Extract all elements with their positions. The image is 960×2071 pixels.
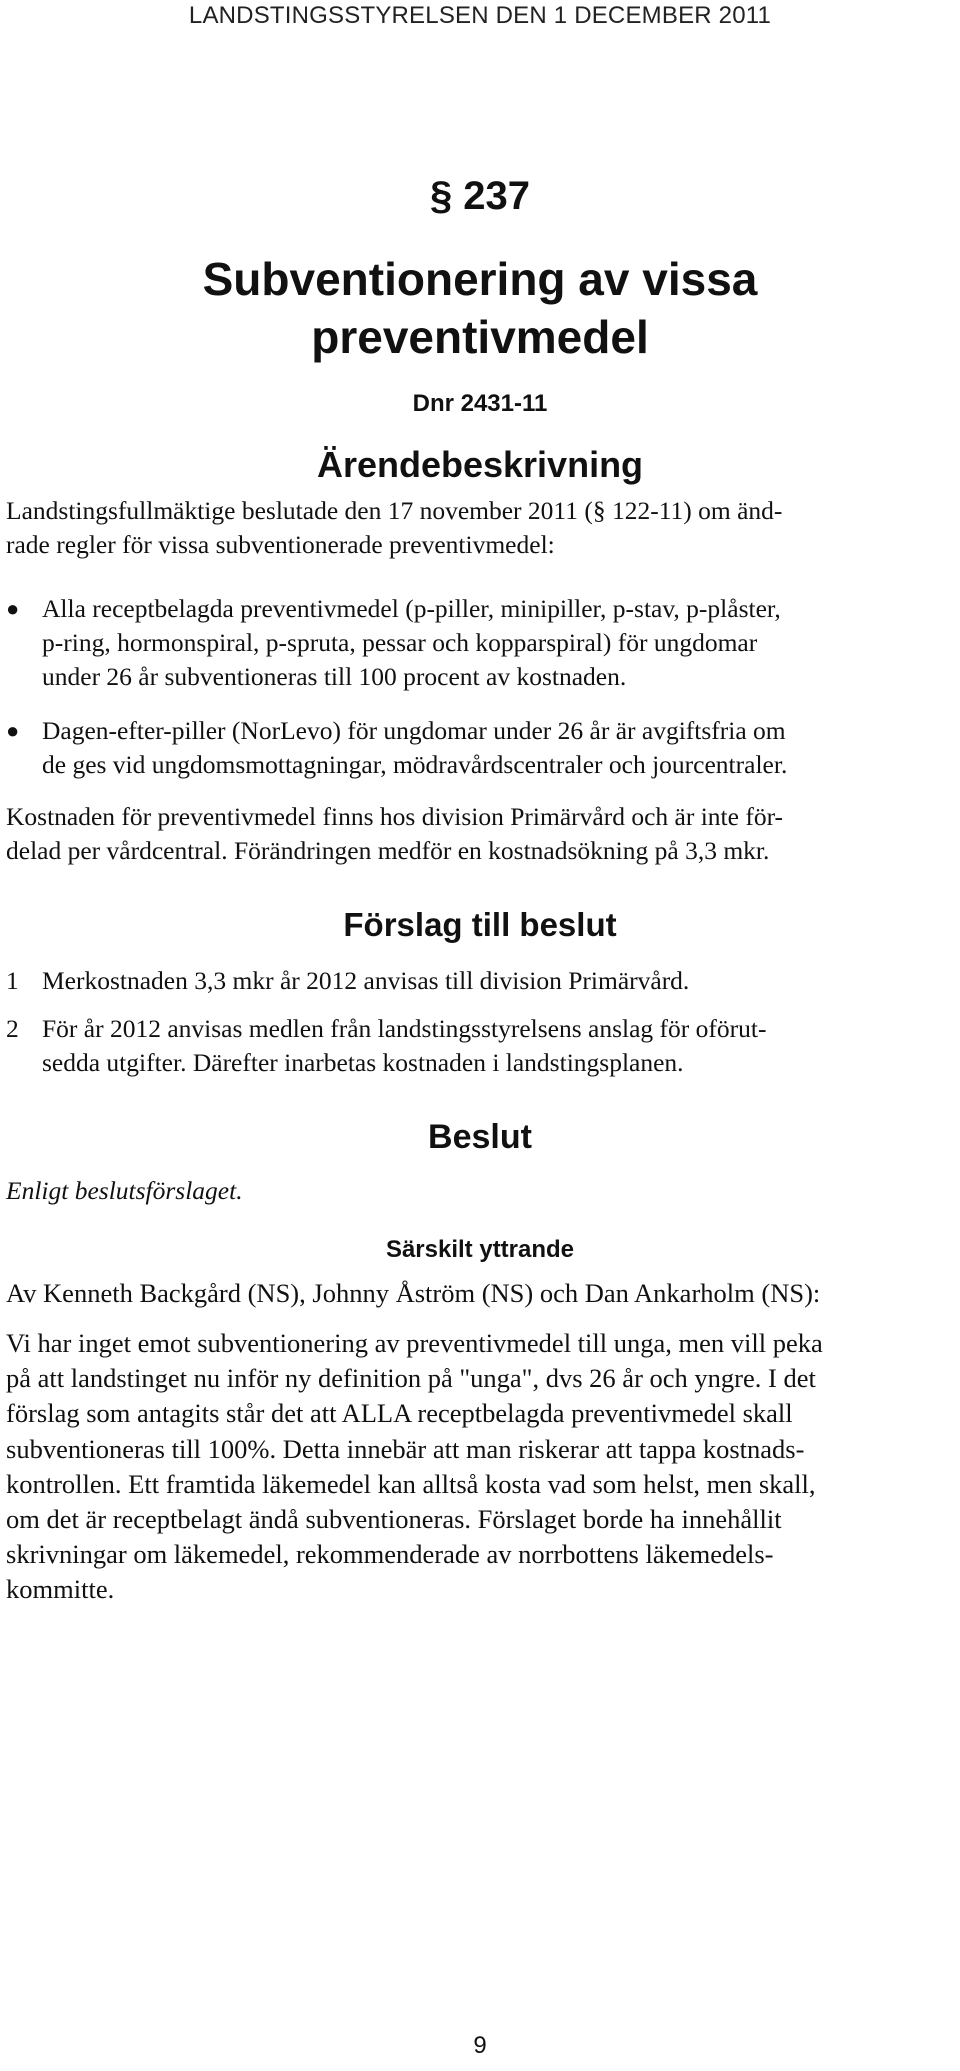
proposal-text <box>42 964 954 998</box>
text-line: förslag som antagits står det att ALLA receptbelagda preventivmedel skall <box>6 1398 793 1429</box>
bullet-icon: ● <box>6 596 20 621</box>
bullet-icon: ● <box>6 718 20 743</box>
title-line: Subventionering av vissa <box>202 253 758 305</box>
page-title <box>0 250 960 366</box>
cost-paragraph <box>6 800 954 868</box>
text-line: För år 2012 anvisas medlen från landstingsstyrelsens anslag för oförut- <box>42 1014 767 1043</box>
text-line: sedda utgifter. Därefter inarbetas kostnaden i landstingsplanen. <box>42 1048 684 1077</box>
page-number: 9 <box>473 2032 487 2059</box>
statement-authors: Av Kenneth Backgård (NS), Johnny Åström (NS) och Dan Ankarholm (NS): <box>6 1278 821 1308</box>
text-line: Vi har inget emot subventionering av preventivmedel till unga, men vill peka <box>6 1328 823 1358</box>
text-line: Dagen-efter-piller (NorLevo) för ungdomar under 26 år är avgiftsfria om <box>42 716 786 745</box>
decision-text: Enligt beslutsförslaget. <box>6 1176 243 1205</box>
text-line: delad per vårdcentral. Förändringen medför en kostnadsökning på 3,3 mkr. <box>6 836 770 865</box>
proposal-text <box>42 1012 954 1080</box>
text-line: de ges vid ungdomsmottagningar, mödravårdscentraler och jourcentraler. <box>42 750 788 779</box>
bullet-text <box>42 714 954 782</box>
text-line: kontrollen. Ett framtida läkemedel kan alltså kosta vad som helst, men skall, <box>6 1468 816 1499</box>
text-line: under 26 år subventioneras till 100 procent av kostnaden. <box>42 662 627 691</box>
text-line: om det är receptbelagt ändå subventioneras. Förslaget borde ha innehållit <box>6 1504 782 1535</box>
heading-beslut: Beslut <box>428 1118 532 1156</box>
title-line: preventivmedel <box>311 311 649 363</box>
text-line: Merkostnaden 3,3 mkr år 2012 anvisas till division Primärvård. <box>42 966 690 995</box>
text-line: på att landstinget nu inför ny definition på "unga", dvs 26 år och yngre. I det <box>6 1363 816 1394</box>
text-line: rade regler för vissa subventionerade preventivmedel: <box>6 530 555 559</box>
statement-body <box>6 1326 954 1608</box>
text-line: skrivningar om läkemedel, rekommenderade av norrbottens läkemedels- <box>6 1539 774 1570</box>
heading-forslag: Förslag till beslut <box>343 906 617 943</box>
proposal-number: 1 <box>6 966 19 995</box>
text-line: subventioneras till 100%. Detta innebär att man riskerar att tappa kostnads- <box>6 1433 805 1464</box>
heading-sarskilt-yttrande: Särskilt yttrande <box>385 1236 575 1263</box>
text-line: Alla receptbelagda preventivmedel (p-piller, minipiller, p-stav, p-plåster, <box>42 594 781 623</box>
running-header: LANDSTINGSSTYRELSEN DEN 1 DECEMBER 2011 <box>188 2 772 29</box>
proposal-number: 2 <box>6 1014 19 1043</box>
text-line: Kostnaden för preventivmedel finns hos division Primärvård och är inte för- <box>6 802 784 831</box>
dnr-reference: Dnr 2431-11 <box>412 390 548 417</box>
intro-paragraph <box>6 494 954 562</box>
text-line: kommitte. <box>6 1574 115 1605</box>
heading-arendebeskrivning: Ärendebeskrivning <box>316 444 644 485</box>
text-line: p-ring, hormonspiral, p-spruta, pessar och kopparspiral) för ungdomar <box>42 628 758 657</box>
paragraph-number: § 237 <box>429 174 531 218</box>
text-line: Landstingsfullmäktige beslutade den 17 november 2011 (§ 122-11) om änd- <box>6 496 783 525</box>
bullet-text <box>42 592 954 694</box>
